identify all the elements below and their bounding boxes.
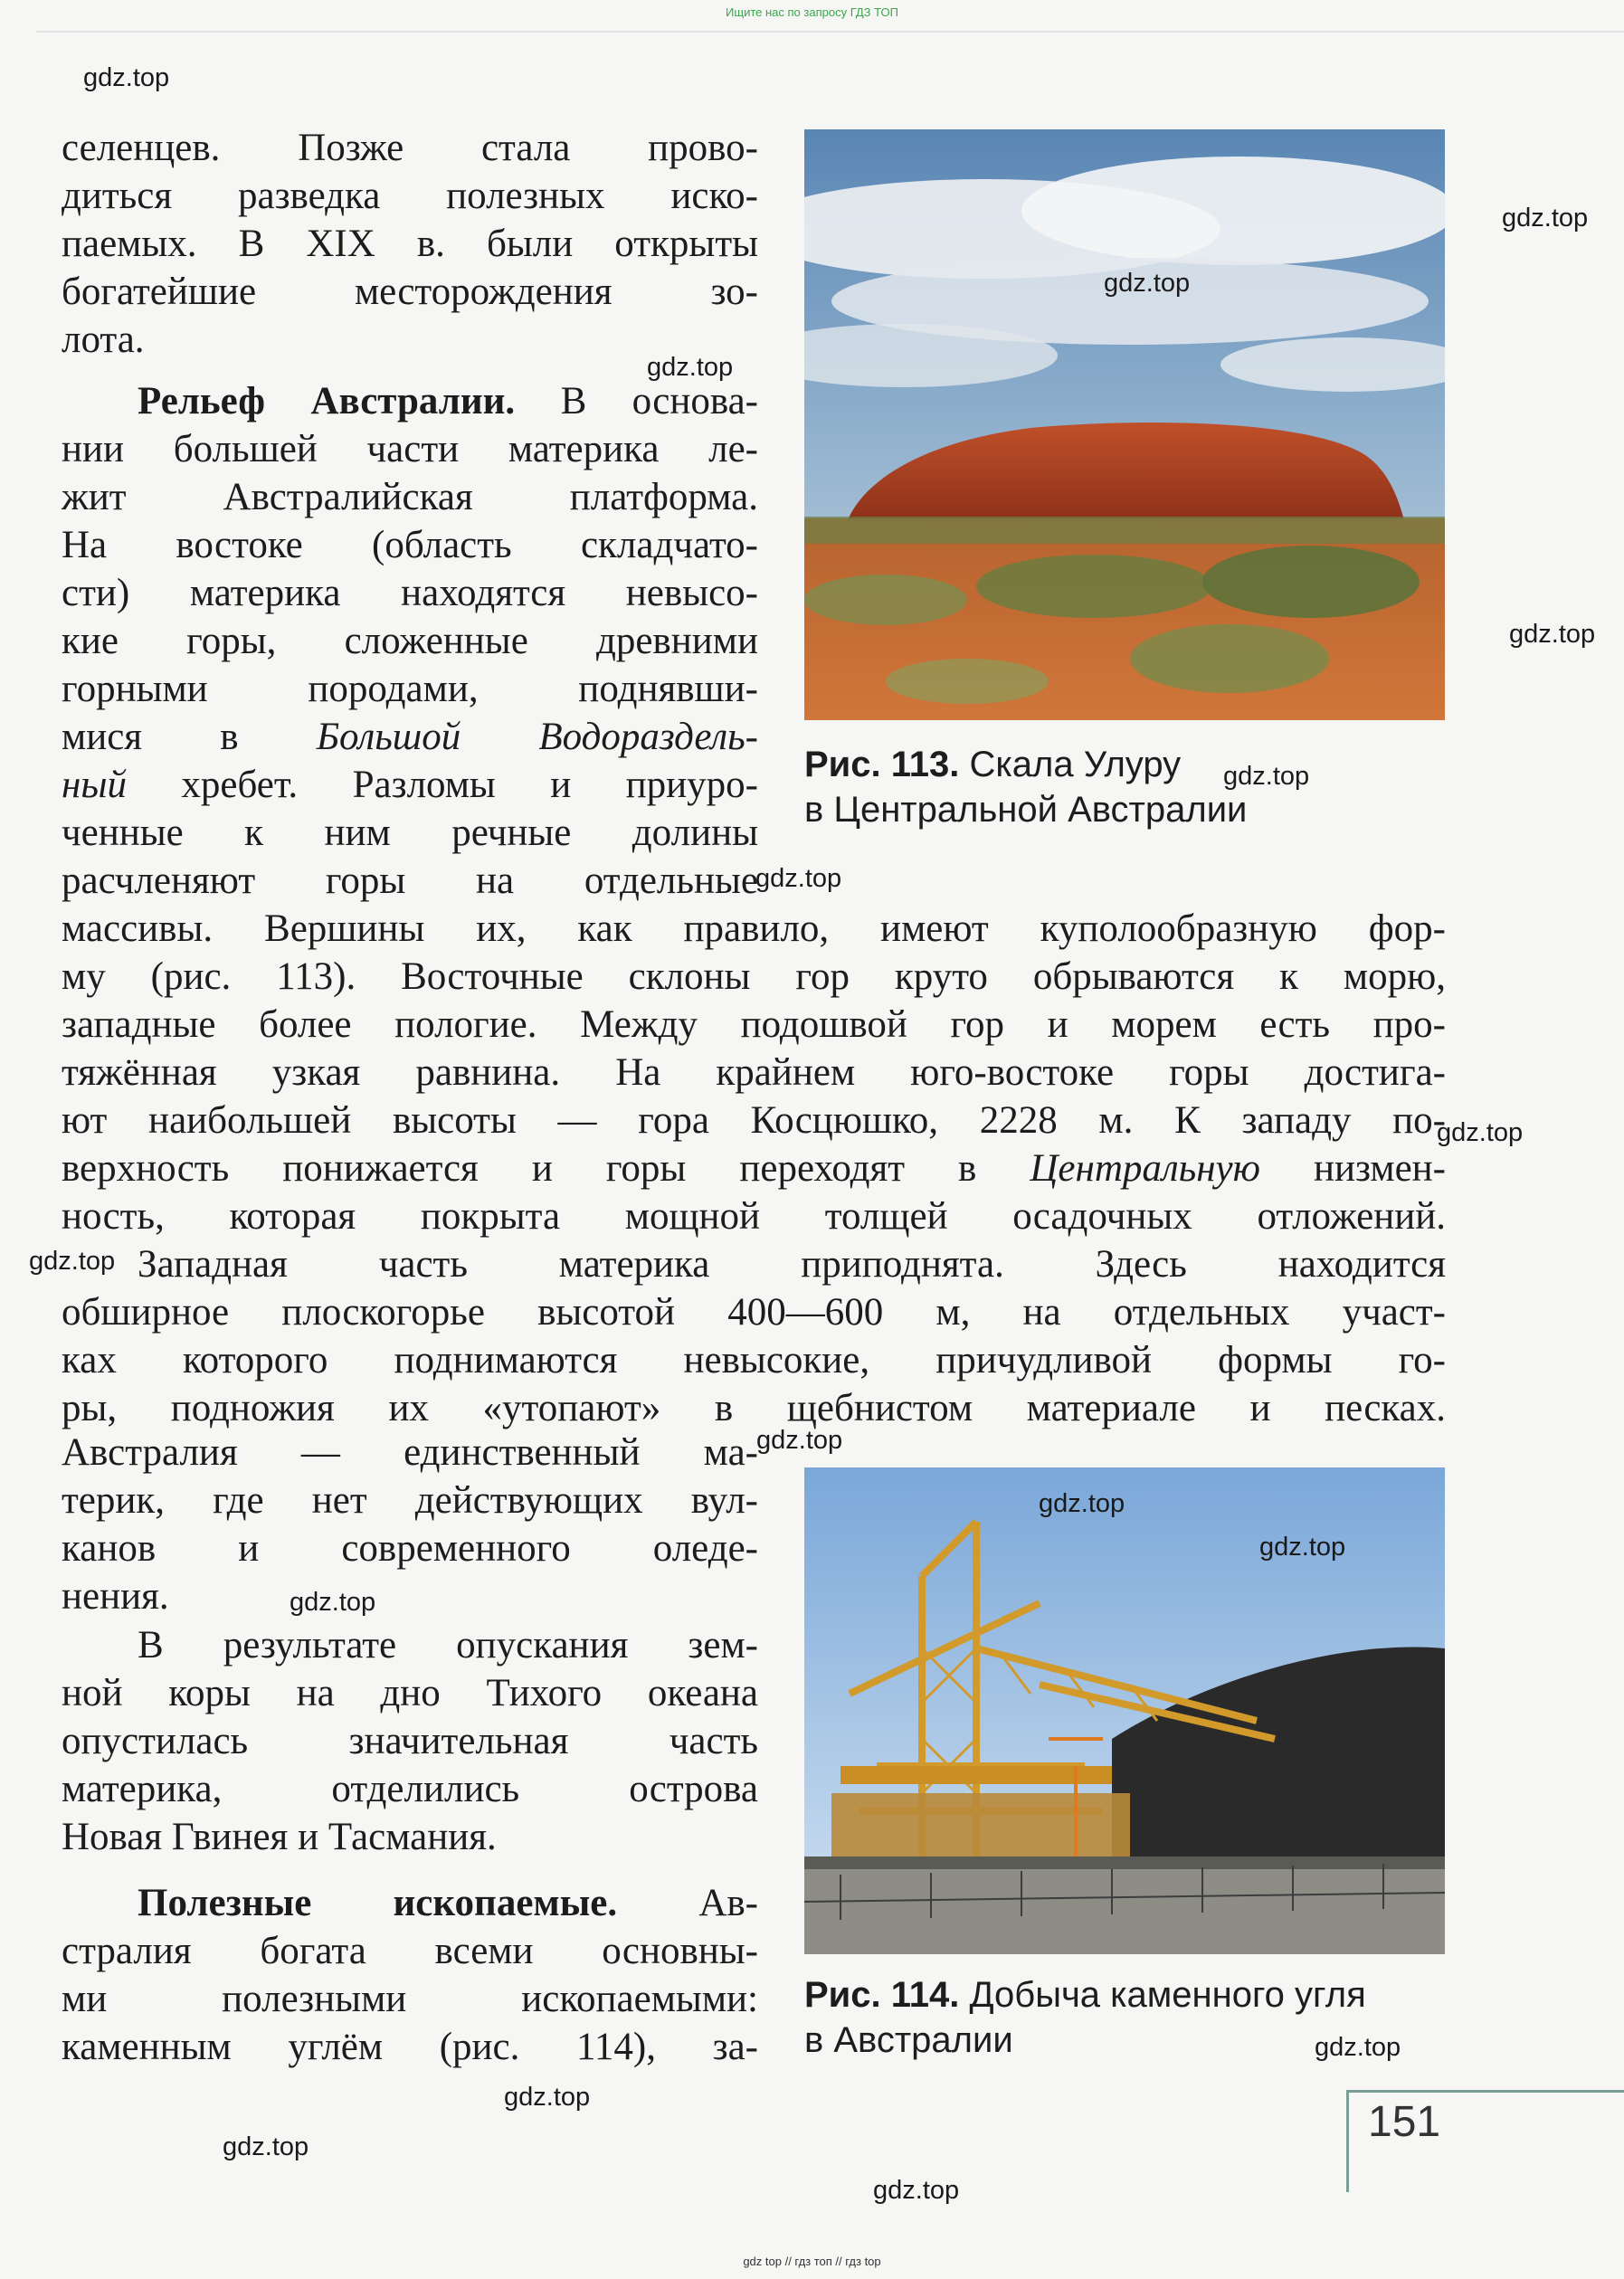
text-line [62,761,758,809]
text-line: тяжённая узкая равнина. На крайнем юго-востоке горы достига- [62,1051,1446,1094]
text-line: нения. [62,1575,169,1618]
watermark: gdz.top [647,353,734,382]
text-span: мися в [62,716,317,758]
text-line: западные более пологие. Между подошвой гор и морем есть про- [62,1003,1446,1046]
range-name-italic: ный [62,764,127,806]
volcano-paragraph [62,1429,758,1620]
watermark: gdz.top [1039,1489,1125,1518]
intro-paragraph [62,124,758,364]
text-line: Новая Гвинея и Тасмания. [62,1816,497,1858]
figure-113-number: Рис. 113. [804,745,960,784]
watermark: gdz.top [1315,2033,1401,2062]
text-line: Австралия — единственный ма- [62,1431,758,1474]
watermark: gdz.top [1509,620,1596,649]
figure-114-number: Рис. 114. [804,1975,960,2015]
header-banner[interactable]: Ищите нас по запросу ГДЗ ТОП [726,5,898,19]
relief-first-line [62,377,758,425]
footer-banner[interactable]: gdz top // гдз топ // гдз top [743,2255,881,2268]
minerals-section [62,1879,758,2071]
text-line: кие горы, сложенные древними [62,620,758,662]
watermark: gdz.top [1502,204,1589,233]
minerals-first-line-rest: Ав- [617,1882,758,1924]
figure-113-caption-line2: в Центральной Австралии [804,790,1248,830]
figure-114-title: Добыча каменного угля [959,1975,1366,2015]
watermark: gdz.top [290,1588,376,1617]
text-line: диться разведка полезных иско- [62,175,758,217]
text-span: низмен- [1259,1147,1446,1190]
lowland-name-italic: Центральную [1030,1147,1260,1190]
text-span: хребет. Разломы и приуро- [126,764,758,806]
watermark: gdz.top [29,1247,116,1276]
text-line [62,1144,1446,1192]
header-divider [36,31,1624,33]
text-line: ченные к ним речные долины [62,812,758,854]
uluru-photo [804,129,1445,720]
text-line: В результате опускания зем- [138,1624,758,1667]
range-name-italic: Большой Водораздель- [316,716,758,758]
relief-full-paragraph [62,905,1446,1432]
relief-section [62,377,758,905]
text-line: массивы. Вершины их, как правило, имеют куполообразную фор- [62,907,1446,950]
relief-first-line-rest: В основа- [515,380,758,423]
text-line: ми полезными ископаемыми: [62,1978,758,2020]
text-line: Западная часть материка приподнята. Здесь находится [138,1243,1446,1286]
watermark: gdz.top [83,63,170,92]
text-line: материка, отделились острова [62,1768,758,1810]
text-line [62,713,758,761]
text-line: горными породами, поднявши- [62,668,758,710]
minerals-first-line [62,1879,758,1927]
relief-heading: Рельеф Австралии. [138,380,516,423]
text-line: обширное плоскогорье высотой 400—600 м, на отдельных участ- [62,1291,1446,1334]
text-line: жит Австралийская платформа. [62,476,758,518]
text-line: ность, которая покрыта мощной толщей осадочных отложений. [62,1195,1446,1238]
watermark: gdz.top [1223,762,1310,791]
text-line: ют наибольшей высоты — гора Косцюшко, 2228 м. К западу по- [62,1099,1446,1142]
text-line: сти) материка находятся невысо- [62,572,758,614]
text-line: лота. [62,318,145,361]
text-line: На востоке (область складчато- [62,524,758,566]
subsidence-paragraph [62,1621,758,1861]
figure-113-title: Скала Улуру [959,745,1182,784]
text-line: стралия богата всеми основны- [62,1930,758,1972]
watermark: gdz.top [1259,1533,1346,1562]
watermark: gdz.top [756,1426,843,1455]
watermark: gdz.top [873,2176,960,2205]
text-line: селенцев. Позже стала прово- [62,127,758,169]
watermark: gdz.top [223,2132,309,2161]
text-line: опустилась значительная часть [62,1720,758,1762]
watermark: gdz.top [1104,269,1191,298]
figure-113-caption-line1 [804,742,1456,787]
text-line: каменным углём (рис. 114), за- [62,2026,758,2068]
minerals-heading: Полезные ископаемые. [138,1882,618,1924]
text-line: нии большей части материка ле- [62,428,758,470]
figure-114-caption-line1 [804,1972,1456,2018]
figure-114-caption-line2: в Австралии [804,2020,1013,2060]
text-line: ках которого поднимаются невысокие, причудливой формы го- [62,1339,1446,1382]
page-number: 151 [1368,2098,1441,2146]
text-line: паемых. В XIX в. были открыты [62,223,758,265]
coal-mining-photo [804,1467,1445,1954]
text-line: расчленяют горы на отдельные [62,859,758,902]
text-line: канов и современного оледе- [62,1527,758,1570]
text-line: терик, где нет действующих вул- [62,1479,758,1522]
watermark: gdz.top [755,864,842,893]
figure-113-caption [804,742,1456,832]
text-line: му (рис. 113). Восточные склоны гор круто обрываются к морю, [62,955,1446,998]
text-span: верхность понижается и горы переходят в [62,1147,1030,1190]
text-line: ной коры на дно Тихого океана [62,1672,758,1714]
text-line: ры, подножия их «утопают» в щебнистом материале и песках. [62,1387,1446,1429]
text-line: богатейшие месторождения зо- [62,271,758,313]
watermark: gdz.top [504,2083,591,2112]
watermark: gdz.top [1437,1118,1524,1147]
